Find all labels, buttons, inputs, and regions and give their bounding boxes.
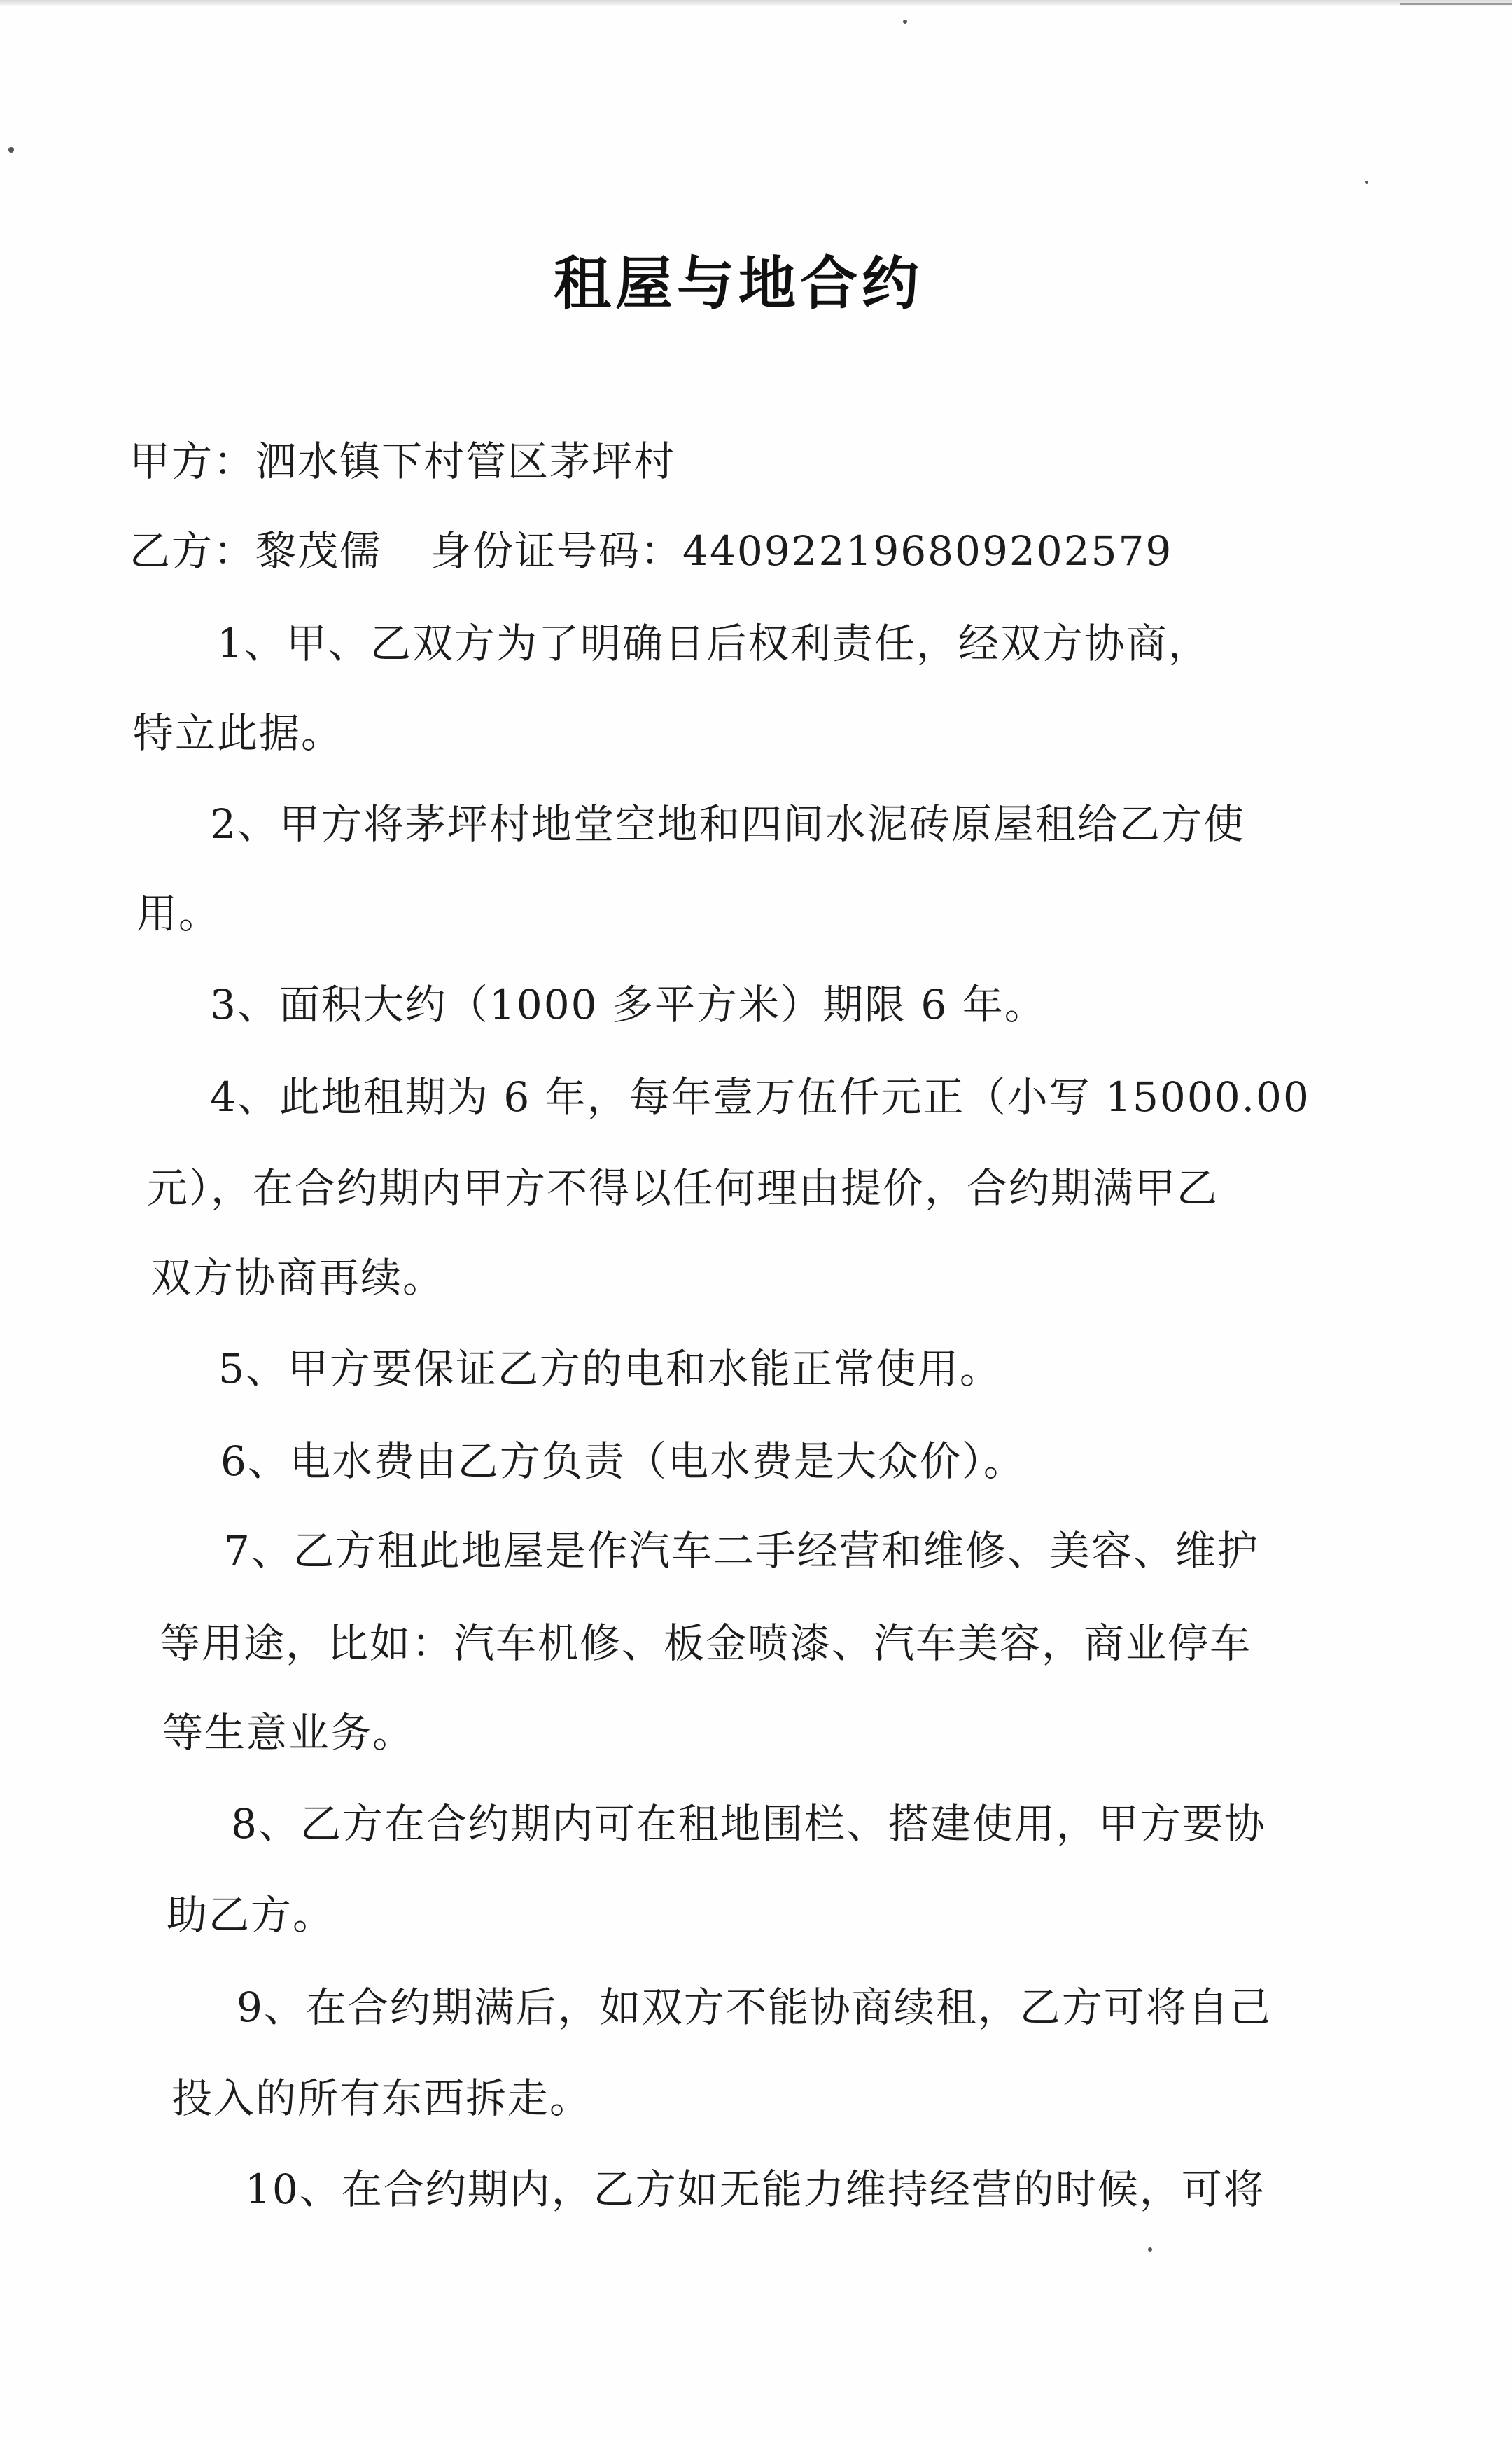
clause-4-line-1: 4、此地租期为 6 年，每年壹万伍仟元正（小写 15000.00 (210, 1073, 1310, 1121)
scan-speck (1365, 181, 1368, 184)
party-b-id-label: 身份证号码： (430, 527, 683, 575)
clause-4-line-3: 双方协商再续。 (150, 1254, 445, 1302)
clause-1-line-2: 特立此据。 (133, 709, 344, 757)
party-b-label: 乙方： (130, 527, 256, 575)
clause-7-line-3: 等生意业务。 (162, 1709, 415, 1757)
clause-7-line-2: 等用途，比如：汽车机修、板金喷漆、汽车美容，商业停车 (160, 1619, 1252, 1667)
clause-2-line-2: 用。 (136, 890, 221, 937)
clause-8-line-1: 8、乙方在合约期内可在租地围栏、搭建使用，甲方要协 (231, 1800, 1266, 1848)
party-b-id-number: 440922196809202579 (682, 527, 1173, 575)
clause-1-line-1: 1、甲、乙双方为了明确日后权利责任，经双方协商， (217, 620, 1210, 667)
party-a-label: 甲方： (130, 438, 256, 485)
clause-7-line-1: 7、乙方租此地屋是作汽车二手经营和维修、美容、维护 (224, 1527, 1259, 1575)
party-b-line (130, 518, 1172, 577)
clause-2-line-1: 2、甲方将茅坪村地堂空地和四间水泥砖原屋租给乙方使 (210, 800, 1245, 848)
scan-speck (1148, 2247, 1152, 2252)
clause-6-line-1: 6、电水费由乙方负责（电水费是大众价）。 (220, 1437, 1026, 1485)
clause-9-line-1: 9、在合约期满后，如双方不能协商续租，乙方可将自己 (237, 1983, 1272, 2031)
scan-top-edge (0, 0, 1512, 7)
document-title: 租屋与地合约 (553, 250, 923, 317)
clause-8-line-2: 助乙方。 (167, 1891, 335, 1939)
clause-5-line-1: 5、甲方要保证乙方的电和水能正常使用。 (218, 1345, 1002, 1393)
clause-3-line-1: 3、面积大约（1000 多平方米）期限 6 年。 (210, 981, 1046, 1028)
scan-top-rule (1400, 3, 1512, 5)
scan-speck (8, 147, 14, 153)
clause-9-line-2: 投入的所有东西拆走。 (172, 2074, 592, 2122)
party-a-line (130, 428, 676, 487)
scan-speck (903, 20, 907, 24)
party-a-name: 泗水镇下村管区茅坪村 (255, 438, 676, 485)
party-b-name: 黎茂儒 (255, 527, 382, 575)
clause-10-line-1: 10、在合约期内，乙方如无能力维持经营的时候，可将 (245, 2165, 1266, 2213)
clause-4-line-2: 元），在合约期内甲方不得以任何理由提价，合约期满甲乙 (147, 1164, 1219, 1212)
